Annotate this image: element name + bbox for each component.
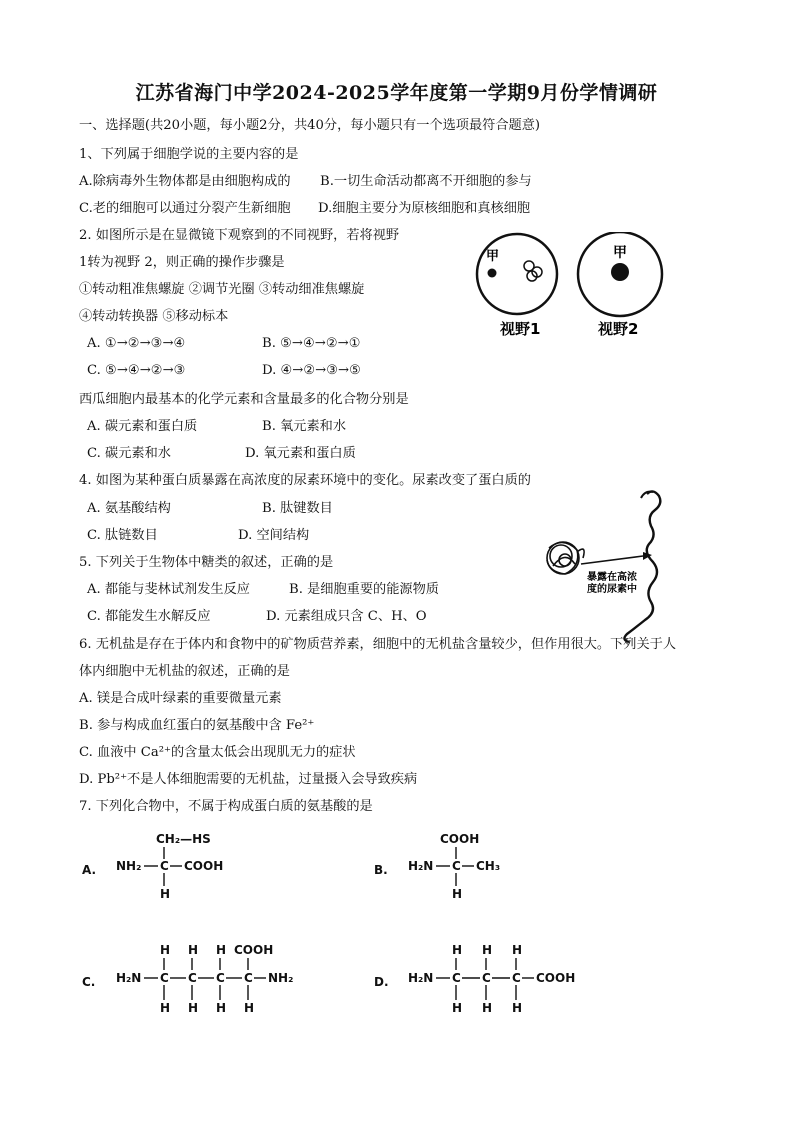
c-h-bot2: H [188, 1001, 199, 1015]
a-cooh: COOH [184, 859, 224, 873]
q7-label-b: B. [374, 863, 388, 877]
q6-stem-line2: 体内细胞中无机盐的叙述，正确的是 [79, 664, 290, 679]
q2-stem-line2: 1转为视野 2，则正确的操作步骤是 [79, 255, 285, 270]
b-ch3: CH₃ [476, 859, 501, 873]
q3-stem: 西瓜细胞内最基本的化学元素和含量最多的化合物分别是 [79, 392, 409, 407]
c-c1: C [160, 971, 169, 985]
q7-structure-c[interactable] [78, 938, 308, 1018]
q6-option-a[interactable]: A. 镁是合成叶绿素的重要微量元素 [79, 691, 282, 706]
q1-option-a[interactable]: A.除病毒外生物体都是由细胞构成的 [79, 174, 291, 189]
q2-steps-line2: ④转动转换器 ⑤移动标本 [79, 309, 229, 324]
q7-structure-b[interactable] [370, 826, 540, 908]
c-c3: C [216, 971, 225, 985]
c-h-bot4: H [244, 1001, 255, 1015]
q4-option-c[interactable]: C. 肽链数目 [87, 528, 158, 543]
c-c2: C [188, 971, 197, 985]
q5-option-c[interactable]: C. 都能发生水解反应 [87, 609, 211, 624]
q6-option-c[interactable]: C. 血液中 Ca²⁺的含量太低会出现肌无力的症状 [79, 745, 356, 760]
d-c3: C [512, 971, 521, 985]
q7-structure-a[interactable] [78, 826, 258, 908]
d-c2: C [482, 971, 491, 985]
c-h-top3: H [216, 943, 227, 957]
c-h2n: H₂N [116, 971, 142, 985]
a-center-c: C [160, 859, 169, 873]
unfolded-protein [624, 491, 660, 642]
d-h-top3: H [512, 943, 523, 957]
q6-option-d[interactable]: D. Pb²⁺不是人体细胞需要的无机盐，过量摄入会导致疾病 [79, 772, 418, 787]
a-nh2: NH₂ [116, 859, 142, 873]
q3-option-d[interactable]: D. 氧元素和蛋白质 [245, 446, 356, 461]
q5-option-b[interactable]: B. 是细胞重要的能源物质 [289, 582, 439, 597]
b-cooh: COOH [440, 832, 480, 846]
folded-protein [547, 542, 584, 574]
q2-option-a[interactable]: A. ①→②→③→④ [87, 336, 186, 351]
view1-target-dot [488, 269, 497, 278]
q3-option-a[interactable]: A. 碳元素和蛋白质 [87, 419, 198, 434]
q4-stem: 4. 如图为某种蛋白质暴露在高浓度的尿素环境中的变化。尿素改变了蛋白质的 [79, 473, 531, 488]
q5-option-d[interactable]: D. 元素组成只含 C、H、O [266, 609, 427, 624]
d-h-bot2: H [482, 1001, 493, 1015]
q1-option-c[interactable]: C.老的细胞可以通过分裂产生新细胞 [79, 201, 291, 216]
a-ch2hs: CH₂—HS [156, 832, 211, 846]
q4-option-d[interactable]: D. 空间结构 [238, 528, 310, 543]
d-c1: C [452, 971, 461, 985]
q7-label-a: A. [82, 863, 97, 877]
q5-stem: 5. 下列关于生物体中糖类的叙述，正确的是 [79, 555, 334, 570]
section-heading: 一、选择题(共20小题，每小题2分，共40分，每小题只有一个选项最符合题意) [79, 118, 541, 133]
view2-target-dot [611, 263, 629, 281]
q1-option-d[interactable]: D.细胞主要分为原核细胞和真核细胞 [318, 201, 531, 216]
c-h-top2: H [188, 943, 199, 957]
view1-mark: 甲 [486, 249, 500, 264]
q2-steps-line1: ①转动粗准焦螺旋 ②调节光圈 ③转动细准焦螺旋 [79, 282, 365, 297]
c-h-top1: H [160, 943, 171, 957]
q1-option-b[interactable]: B.一切生命活动都离不开细胞的参与 [320, 174, 532, 189]
q6-option-b[interactable]: B. 参与构成血红蛋白的氨基酸中含 Fe²⁺ [79, 718, 315, 733]
q3-option-c[interactable]: C. 碳元素和水 [87, 446, 171, 461]
q2-option-d[interactable]: D. ④→②→③→⑤ [262, 363, 361, 378]
d-h-bot3: H [512, 1001, 523, 1015]
q4-option-a[interactable]: A. 氨基酸结构 [87, 501, 171, 516]
protein-denaturation-figure [535, 486, 685, 646]
q1-stem: 1、下列属于细胞学说的主要内容的是 [79, 147, 299, 162]
microscope-views-figure [470, 232, 680, 342]
d-h2n: H₂N [408, 971, 434, 985]
d-h-top2: H [482, 943, 493, 957]
c-nh2: NH₂ [268, 971, 294, 985]
b-center-c: C [452, 859, 461, 873]
view1-label: 视野1 [500, 320, 541, 338]
a-h: H [160, 887, 171, 901]
q2-option-b[interactable]: B. ⑤→④→②→① [262, 336, 361, 351]
q7-structure-d[interactable] [370, 938, 590, 1018]
view2-label: 视野2 [598, 320, 639, 338]
q6-stem-line1: 6. 无机盐是存在于体内和食物中的矿物质营养素，细胞中的无机盐含量较少，但作用很大。下列关于人 [79, 637, 677, 652]
c-h-bot1: H [160, 1001, 171, 1015]
c-cooh: COOH [234, 943, 274, 957]
q7-label-d: D. [374, 975, 389, 989]
view2-mark: 甲 [613, 245, 627, 261]
q4-option-b[interactable]: B. 肽键数目 [262, 501, 333, 516]
b-h: H [452, 887, 463, 901]
arrow-line [581, 556, 643, 564]
q5-option-a[interactable]: A. 都能与斐林试剂发生反应 [87, 582, 250, 597]
b-h2n: H₂N [408, 859, 434, 873]
c-h-bot3: H [216, 1001, 227, 1015]
q7-label-c: C. [82, 975, 96, 989]
urea-label-line2: 度的尿素中 [587, 584, 637, 595]
d-h-bot1: H [452, 1001, 463, 1015]
d-cooh: COOH [536, 971, 576, 985]
d-h-top1: H [452, 943, 463, 957]
q3-option-b[interactable]: B. 氧元素和水 [262, 419, 347, 434]
q2-option-c[interactable]: C. ⑤→④→②→③ [87, 363, 186, 378]
page-title: 江苏省海门中学2024-2025学年度第一学期9月份学情调研 [135, 82, 658, 104]
c-c4: C [244, 971, 253, 985]
urea-label-line1: 暴露在高浓 [587, 572, 637, 583]
q7-stem: 7. 下列化合物中，不属于构成蛋白质的氨基酸的是 [79, 799, 373, 814]
q2-stem-line1: 2. 如图所示是在显微镜下观察到的不同视野，若将视野 [79, 228, 400, 243]
